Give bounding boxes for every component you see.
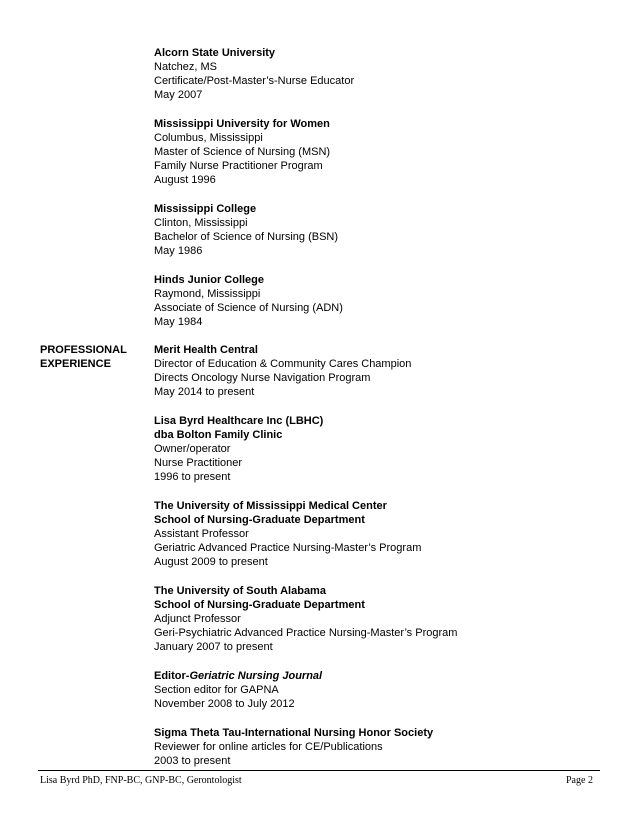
entry-line: Geri-Psychiatric Advanced Practice Nursing-Master’s Program [154,627,458,639]
entry-line: Reviewer for online articles for CE/Publications [154,741,383,753]
entry-line: Bachelor of Science of Nursing (BSN) [154,231,339,243]
entry-line: Clinton, Mississippi [154,217,248,229]
employer-name-row [154,669,594,683]
education-entry [154,117,594,187]
entry-line: May 1986 [154,245,203,257]
employer-subname: School of Nursing-Graduate Department [154,514,365,526]
entry-line: Nurse Practitioner [154,457,243,469]
experience-entry [154,343,594,399]
entry-line: May 2007 [154,89,203,101]
entry-line: August 2009 to present [154,556,268,568]
entry-line: Section editor for GAPNA [154,684,279,696]
entry-line: 2003 to present [154,755,231,767]
journal-title: Geriatric Nursing Journal [189,670,323,682]
entry-line: Geriatric Advanced Practice Nursing-Master’s Program [154,542,422,554]
experience-entry [154,414,594,484]
entry-line: Family Nurse Practitioner Program [154,160,323,172]
institution-name: Hinds Junior College [154,274,265,286]
employer-name: Merit Health Central [154,344,258,356]
employer-name: Lisa Byrd Healthcare Inc (LBHC) [154,415,324,427]
employer-name: Sigma Theta Tau-International Nursing Honor Society [154,727,434,739]
experience-entry [154,669,594,711]
entry-line: Natchez, MS [154,61,217,73]
employer-name: The University of South Alabama [154,585,326,597]
experience-entry [154,726,594,768]
entry-line: May 2014 to present [154,386,255,398]
entry-line: Assistant Professor [154,528,249,540]
entry-line: Columbus, Mississippi [154,132,263,144]
education-entry [154,273,594,329]
entry-line: Certificate/Post-Master’s-Nurse Educator [154,75,355,87]
entry-line: Adjunct Professor [154,613,241,625]
education-entry [154,46,594,102]
employer-name: Editor- [154,670,190,682]
section-heading-line: PROFESSIONAL [40,344,127,356]
entry-line: Directs Oncology Nurse Navigation Program [154,372,371,384]
institution-name: Alcorn State University [154,47,276,59]
employer-subname: School of Nursing-Graduate Department [154,599,365,611]
entry-line: November 2008 to July 2012 [154,698,295,710]
entry-line: Owner/operator [154,443,231,455]
education-entry [154,202,594,258]
footer-author: Lisa Byrd PhD, FNP-BC, GNP-BC, Gerontologist [40,775,242,786]
employer-subname: dba Bolton Family Clinic [154,429,283,441]
entry-line: August 1996 [154,174,216,186]
entry-line: May 1984 [154,316,203,328]
employer-name: The University of Mississippi Medical Center [154,500,387,512]
section-heading [40,343,127,371]
experience-entry [154,584,594,654]
entry-line: January 2007 to present [154,641,273,653]
page-number: Page 2 [566,775,593,786]
institution-name: Mississippi University for Women [154,118,330,130]
experience-entry [154,499,594,569]
footer-divider [38,770,600,771]
entry-line: Director of Education & Community Cares Champion [154,358,412,370]
entry-line: Associate of Science of Nursing (ADN) [154,302,343,314]
institution-name: Mississippi College [154,203,257,215]
section-heading-line: EXPERIENCE [40,358,111,370]
entry-line: 1996 to present [154,471,231,483]
entry-line: Master of Science of Nursing (MSN) [154,146,331,158]
entry-line: Raymond, Mississippi [154,288,261,300]
